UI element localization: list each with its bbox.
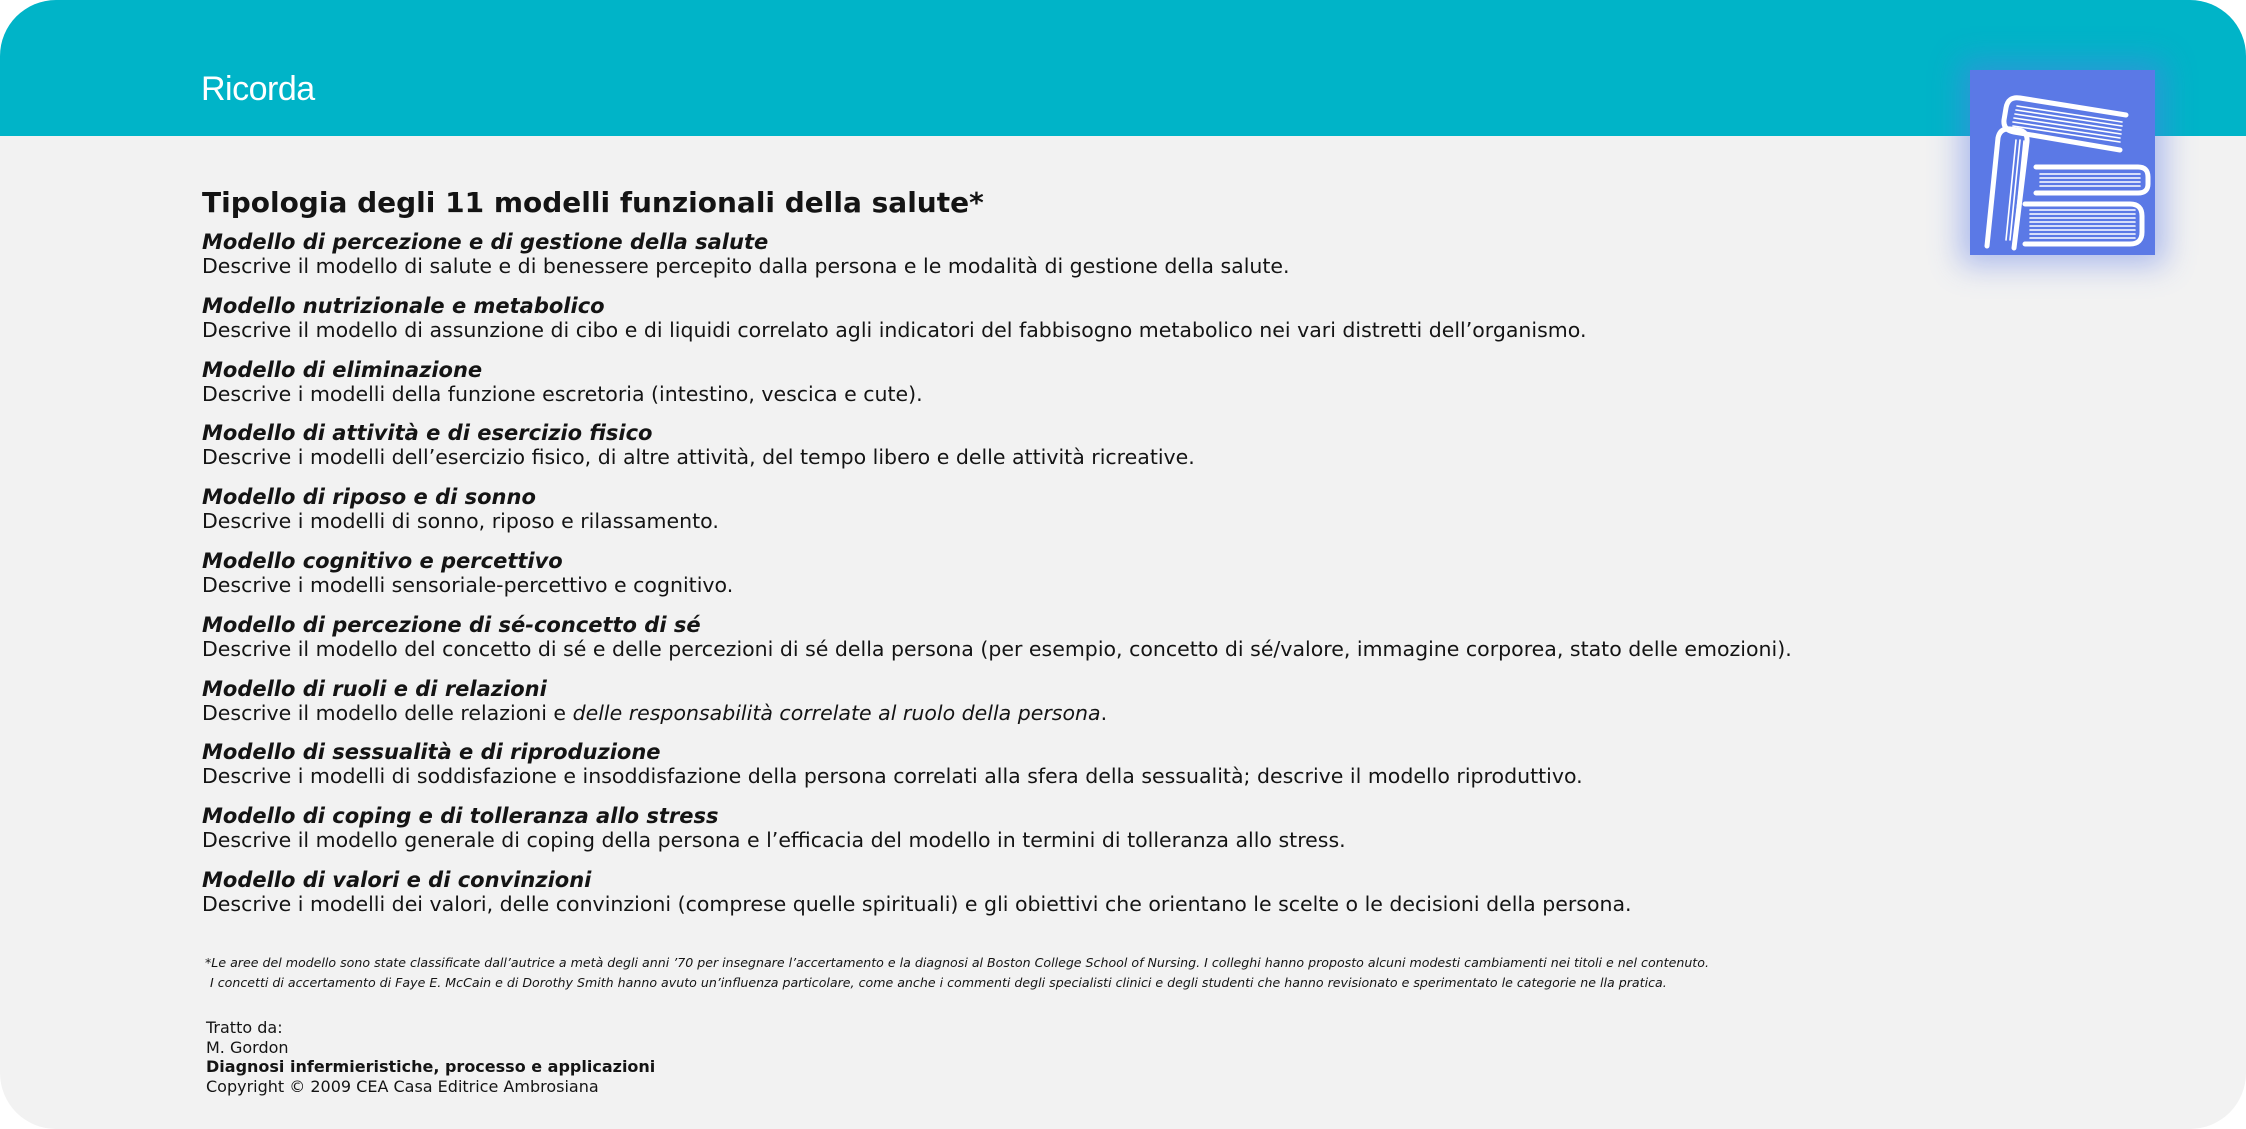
model-description: Descrive i modelli sensoriale-percettivo e cognitivo.: [202, 572, 734, 597]
header-title: Ricorda: [201, 70, 315, 108]
model-description: Descrive i modelli dei valori, delle convinzioni (comprese quelle spirituali) e gli obiettivi che orientano le scelte o le decisioni della persona.: [202, 891, 1632, 916]
model-heading: Modello di coping e di tolleranza allo stress: [202, 804, 719, 829]
model-entry-sleep-rest: [202, 485, 1902, 549]
model-entry-elimination: [202, 358, 1902, 422]
source-credits: [206, 1018, 655, 1096]
model-description: Descrive i modelli di sonno, riposo e rilassamento.: [202, 509, 719, 534]
model-entry-nutritional-metabolic: [202, 294, 1902, 358]
source-book-title: Diagnosi infermieristiche, processo e applicazioni: [206, 1057, 656, 1076]
model-entry-activity-exercise: [202, 421, 1902, 485]
model-description-emphasis: delle responsabilità correlate al ruolo della persona: [572, 700, 1101, 725]
model-heading: Modello di valori e di convinzioni: [202, 867, 592, 892]
model-entry-roles-relationships: [202, 677, 1902, 741]
model-description: Descrive i modelli dell’esercizio fisico, di altre attività, del tempo libero e delle attività ricreative.: [202, 445, 1195, 470]
model-heading: Modello di ruoli e di relazioni: [202, 676, 547, 701]
books-stack-icon: [1970, 70, 2155, 255]
model-entry-health-perception: [202, 230, 1902, 294]
header-band: [0, 0, 2246, 136]
model-heading: Modello nutrizionale e metabolico: [202, 293, 605, 318]
model-heading: Modello di sessualità e di riproduzione: [202, 740, 661, 765]
footnote-line-1: *Le aree del modello sono state classificate dall’autrice a metà degli anni ’70 per insegnare l’accertamento e la diagnosi al Boston College School of Nursing. I colleghi hanno proposto alcuni modesti cambiamenti nei titoli e nel contenuto.: [205, 955, 1709, 970]
document-body: [202, 186, 1902, 932]
model-description-plain: Descrive il modello delle relazioni e: [202, 700, 573, 725]
model-description: Descrive il modello del concetto di sé e delle percezioni di sé della persona (per esempio, concetto di sé/valore, immagine corporea, stato delle emozioni).: [202, 636, 1792, 661]
source-label: Tratto da:: [206, 1018, 283, 1037]
model-heading: Modello di eliminazione: [202, 357, 483, 382]
model-description: Descrive il modello di salute e di benessere percepito dalla persona e le modalità di gestione della salute.: [202, 254, 1290, 278]
model-entry-sexuality-reproduction: [202, 740, 1902, 804]
model-entry-cognitive-perceptual: [202, 549, 1902, 613]
model-description: Descrive i modelli della funzione escretoria (intestino, vescica e cute).: [202, 381, 923, 406]
model-entry-values-beliefs: [202, 868, 1902, 932]
model-description: [202, 701, 1902, 725]
model-description: Descrive il modello di assunzione di cibo e di liquidi correlato agli indicatori del fabbisogno metabolico nei vari distretti dell’organismo.: [202, 317, 1587, 342]
footnote: [205, 953, 1709, 993]
model-heading: Modello di percezione e di gestione della salute: [202, 230, 769, 254]
model-entry-coping-stress: [202, 804, 1902, 868]
model-description-tail: .: [1100, 700, 1108, 725]
model-heading: Modello cognitivo e percettivo: [202, 548, 563, 573]
source-copyright: Copyright © 2009 CEA Casa Editrice Ambrosiana: [206, 1076, 599, 1096]
source-author: M. Gordon: [206, 1037, 289, 1057]
model-heading: Modello di percezione di sé-concetto di sé: [202, 612, 701, 637]
model-entry-self-perception: [202, 613, 1902, 677]
document-title: Tipologia degli 11 modelli funzionali della salute*: [202, 186, 984, 219]
model-heading: Modello di attività e di esercizio fisico: [202, 421, 653, 446]
model-description: Descrive il modello generale di coping della persona e l’efficacia del modello in termini di tolleranza allo stress.: [202, 828, 1346, 853]
model-description: Descrive i modelli di soddisfazione e insoddisfazione della persona correlati alla sfera della sessualità; descrive il modello riproduttivo.: [202, 764, 1583, 789]
model-heading: Modello di riposo e di sonno: [202, 485, 536, 510]
footnote-line-2: I concetti di accertamento di Faye E. McCain e di Dorothy Smith hanno avuto un’influenza particolare, come anche i commenti degli specialisti clinici e degli studenti che hanno revisionato e sperimentato le categorie ne lla pratica.: [210, 975, 1667, 990]
